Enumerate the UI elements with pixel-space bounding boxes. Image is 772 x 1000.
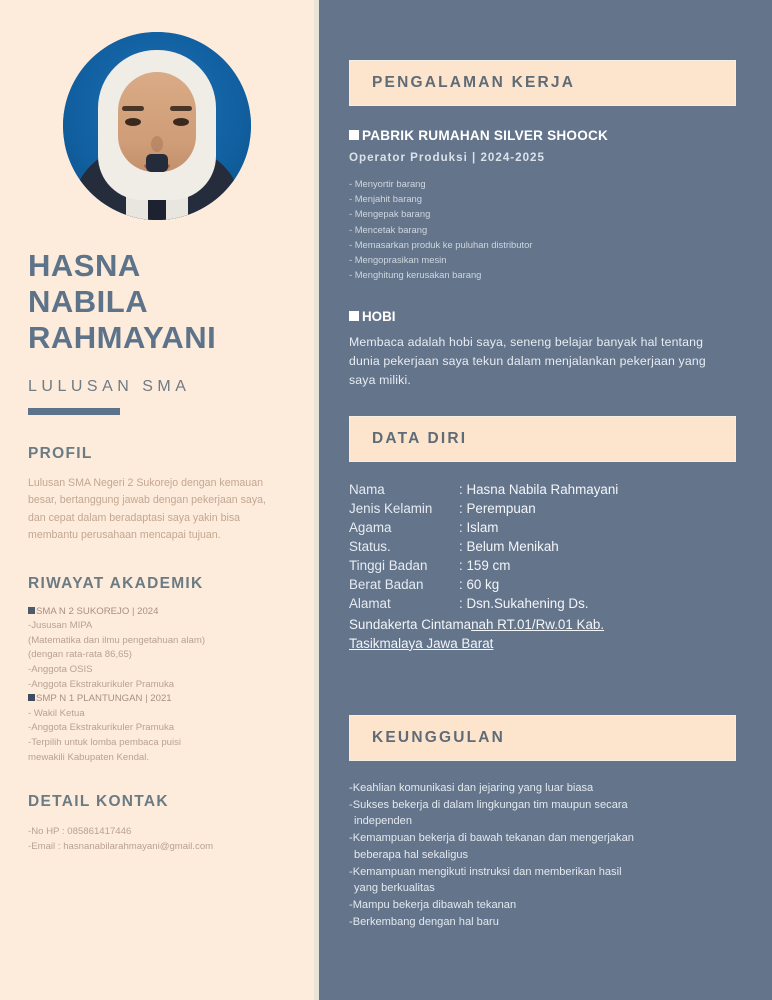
keunggulan-item: -Keahlian komunikasi dan jejaring yang luar biasa <box>349 781 594 794</box>
banner-data-diri-label: DATA DIRI <box>372 429 468 447</box>
riwayat-entry <box>28 721 286 736</box>
right-panel <box>319 0 772 1000</box>
riwayat-entry-title: -Terpilih untuk lomba pembaca puisi <box>28 736 182 748</box>
riwayat-entry <box>28 619 286 634</box>
name-line-3: RAHMAYANI <box>28 319 217 355</box>
square-bullet-icon <box>28 607 35 614</box>
duty-item: - Menghitung kerusakan barang <box>349 269 482 281</box>
riwayat-entry-title: SMA N 2 SUKOREJO | 2024 <box>36 605 159 617</box>
data-diri-row <box>349 520 736 535</box>
photo-tie-knot <box>146 154 168 172</box>
kontak-email-row <box>28 840 286 855</box>
data-diri-value: : Belum Menikah <box>459 538 559 554</box>
data-diri-label: Berat Badan <box>349 576 424 592</box>
duty-item: - Mengepak barang <box>349 208 431 220</box>
address-plain: Sundakerta Cintama <box>349 616 472 632</box>
data-diri-label: Jenis Kelamin <box>349 500 433 516</box>
section-heading-kontak: DETAIL KONTAK <box>28 793 169 811</box>
hobi-heading <box>349 309 736 324</box>
keunggulan-item: -Mampu bekerja dibawah tekanan <box>349 899 517 912</box>
square-bullet-icon <box>349 130 359 140</box>
data-diri-value: : Perempuan <box>459 500 536 516</box>
keunggulan-item: beberapa hal sekaligus <box>354 848 469 861</box>
address-underlined-1: nah RT.01/Rw.01 Kab. <box>471 616 605 632</box>
riwayat-entry <box>28 634 286 649</box>
duty-item: - Mengoprasikan mesin <box>349 254 447 266</box>
data-diri-label: Agama <box>349 519 392 535</box>
riwayat-entry <box>28 751 286 766</box>
riwayat-entry-title: -Anggota OSIS <box>28 664 93 676</box>
riwayat-entry-title: - Wakil Ketua <box>28 707 85 719</box>
data-diri-value: : Islam <box>459 519 499 535</box>
duty-item: - Menyortir barang <box>349 178 426 189</box>
section-heading-riwayat: RIWAYAT AKADEMIK <box>28 574 204 592</box>
riwayat-entry-title: -Anggota Ekstrakurikuler Pramuka <box>28 678 175 690</box>
data-diri-label: Tinggi Badan <box>349 557 428 573</box>
data-diri-label: Status. <box>349 538 391 554</box>
riwayat-entry <box>28 707 286 722</box>
data-diri-value: : 60 kg <box>459 576 500 592</box>
profil-text: Lulusan SMA Negeri 2 Sukorejo dengan kemauan besar, bertanggung jawab dengan pekerjaan saya, dan cepat dalam beradaptasi saya yakin bisa membantu perusahaan mencapai tujuan. <box>28 476 266 542</box>
riwayat-list <box>28 605 286 765</box>
photo-eye-left <box>125 118 141 126</box>
data-diri-value: : Hasna Nabila Rahmayani <box>459 481 619 497</box>
experience-company <box>349 128 736 143</box>
kontak-email-value[interactable]: hasnanabilarahmayani@gmail.com <box>63 840 214 852</box>
experience-duties <box>349 176 736 283</box>
left-panel <box>0 0 314 1000</box>
photo-nose <box>151 136 163 152</box>
name-line-2: NABILA <box>28 283 149 319</box>
riwayat-entry <box>28 678 286 693</box>
banner-keunggulan-label: KEUNGGULAN <box>372 728 506 746</box>
hobi-heading-label: HOBI <box>362 308 396 324</box>
data-diri-row <box>349 577 736 592</box>
hobi-text: Membaca adalah hobi saya, seneng belajar banyak hal tentang dunia pekerjaan saya tekun dalam menjalankan pekerjaan yang saya miliki. <box>349 334 706 387</box>
duty-item: - Menjahit barang <box>349 193 422 205</box>
banner-pengalaman-label: PENGALAMAN KERJA <box>372 74 576 91</box>
duty-item: - Mencetak barang <box>349 223 428 235</box>
data-diri-value: : 159 cm <box>459 557 511 573</box>
riwayat-entry-title: (dengan rata-rata 86,65) <box>28 649 132 661</box>
data-diri-label: Nama <box>349 481 385 497</box>
name-line-1: HASNA <box>28 248 141 283</box>
kontak-phone-value: 085861417446 <box>67 826 132 838</box>
address-continuation <box>349 615 736 653</box>
data-diri-label: Alamat <box>349 595 391 611</box>
keunggulan-list <box>349 781 736 931</box>
banner-pengalaman-kerja <box>349 60 736 106</box>
keunggulan-item: independen <box>354 815 412 828</box>
profile-photo <box>63 32 251 220</box>
keunggulan-item: -Kemampuan bekerja di bawah tekanan dan mengerjakan <box>349 832 634 845</box>
experience-company-name: PABRIK RUMAHAN SILVER SHOOCK <box>362 128 609 143</box>
keunggulan-item: -Kemampuan mengikuti instruksi dan memberikan hasil <box>349 865 622 878</box>
riwayat-entry-title: SMP N 1 PLANTUNGAN | 2021 <box>36 693 172 705</box>
banner-data-diri <box>349 416 736 462</box>
kontak-phone-label: -No HP : <box>28 826 65 838</box>
kontak-list <box>28 825 286 854</box>
title-rule <box>28 408 120 415</box>
keunggulan-item: -Sukses bekerja di dalam lingkungan tim maupun secara <box>349 798 628 811</box>
data-diri-row <box>349 501 736 516</box>
data-diri-value: : Dsn.Sukahening Ds. <box>459 595 589 611</box>
riwayat-entry <box>28 648 286 663</box>
photo-eye-right <box>173 118 189 126</box>
kontak-phone-row <box>28 825 286 840</box>
banner-keunggulan <box>349 715 736 761</box>
data-diri-row <box>349 539 736 554</box>
data-diri-row <box>349 558 736 573</box>
section-heading-profil: PROFIL <box>28 444 93 462</box>
kontak-email-label: -Email : <box>28 840 61 852</box>
experience-role: Operator Produksi | 2024-2025 <box>349 151 545 164</box>
data-diri-table <box>349 482 736 611</box>
riwayat-entry <box>28 736 286 751</box>
square-bullet-icon <box>349 311 359 321</box>
data-diri-row <box>349 482 736 497</box>
candidate-subtitle: LULUSAN SMA <box>28 377 191 395</box>
address-underlined-2: Tasikmalaya Jawa Barat <box>349 635 494 651</box>
duty-item: - Memasarkan produk ke puluhan distributor <box>349 238 533 250</box>
square-bullet-icon <box>28 694 35 701</box>
riwayat-entry-title: mewakili Kabupaten Kendal. <box>28 751 150 763</box>
keunggulan-item: yang berkualitas <box>354 882 435 895</box>
riwayat-entry-title: (Matematika dan ilmu pengetahuan alam) <box>28 634 206 646</box>
data-diri-row <box>349 596 736 611</box>
candidate-name <box>28 248 286 356</box>
riwayat-entry <box>28 605 286 620</box>
photo-eyebrow-right <box>170 106 192 111</box>
riwayat-entry <box>28 692 286 707</box>
keunggulan-item: -Berkembang dengan hal baru <box>349 915 499 928</box>
riwayat-entry-title: -Jususan MIPA <box>28 620 93 632</box>
riwayat-entry-title: -Anggota Ekstrakurikuler Pramuka <box>28 722 175 734</box>
photo-eyebrow-left <box>122 106 144 111</box>
riwayat-entry <box>28 663 286 678</box>
